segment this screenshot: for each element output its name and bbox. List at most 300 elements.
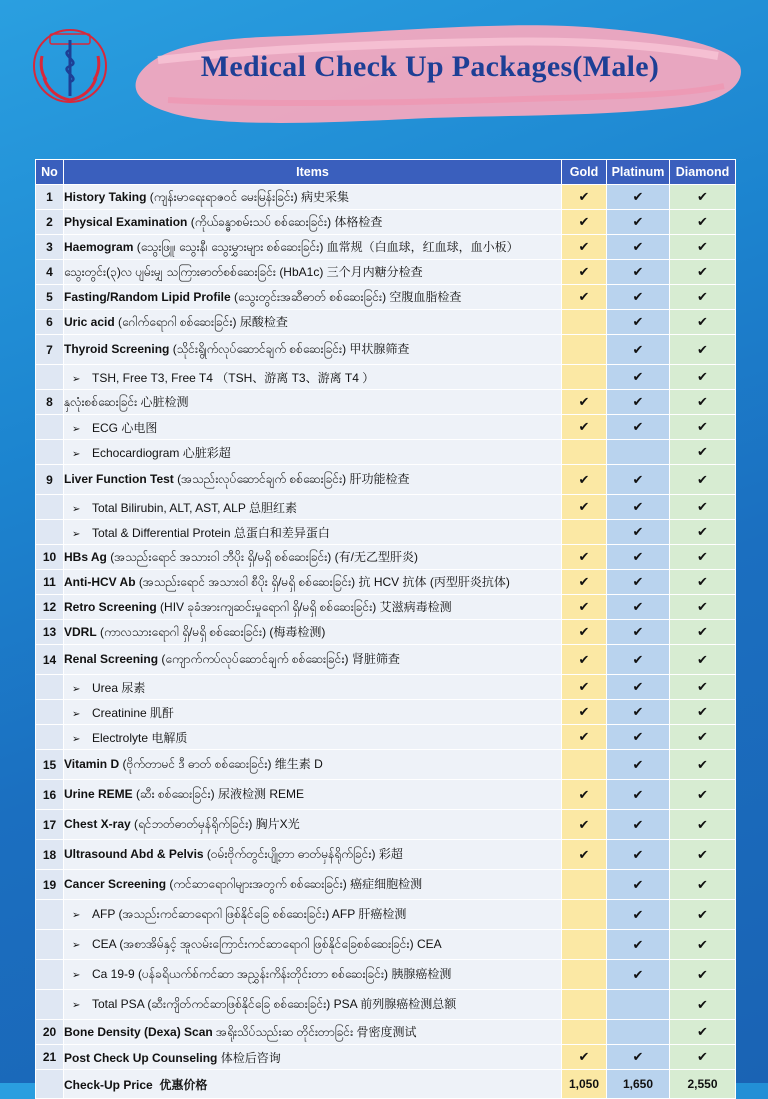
checkmark-icon: ✔ [578,624,590,639]
cell-gold [562,645,607,675]
checkmark-icon: ✔ [632,906,644,922]
item-description: Urea 尿素 [92,680,146,695]
item-name-en: Fasting/Random Lipid Profile [64,289,231,304]
item-name-en: Post Check Up Counseling [64,1050,218,1065]
price-label-en: Check-Up Price [64,1077,153,1092]
table-row [36,310,736,335]
checkmark-icon: ✔ [632,369,644,384]
item-description: ECG 心电图 [92,420,158,435]
checkmark-icon: ✔ [632,419,644,434]
cell-platinum [607,1020,670,1045]
col-header-platinum: Platinum [607,160,670,185]
cell-platinum [607,780,670,810]
table-row [36,700,736,725]
item-description: CEA (အစာအိမ်နှင့် အူလမ်းကြောင်းကင်ဆာရောဂါ ဖြစ်နိုင်ခြေစစ်ဆေးခြင်း) CEA [92,936,442,951]
checkmark-icon: ✔ [632,314,644,329]
sub-item-arrow-icon: ➢ [72,373,81,385]
col-header-gold: Gold [562,160,607,185]
checkmark-icon: ✔ [697,239,708,254]
cell-gold [562,1045,607,1070]
item-description: AFP (အသည်းကင်ဆာရောဂါ ဖြစ်နိုင်ခြေ စစ်ဆေးခြင်း) AFP 肝癌检测 [92,907,407,921]
checkmark-icon: ✔ [578,499,590,514]
row-item [64,465,562,495]
packages-table [35,159,736,1099]
cell-gold [562,700,607,725]
row-item [64,990,562,1020]
cell-gold [562,260,607,285]
cell-diamond [670,870,736,900]
cell-gold [562,900,607,930]
cell-platinum [607,960,670,990]
row-item [64,570,562,595]
table-row [36,595,736,620]
row-item [64,810,562,840]
cell-platinum [607,390,670,415]
item-name-en: Thyroid Screening [64,342,170,356]
table-row [36,645,736,675]
row-item [64,335,562,365]
item-description: (အသည်းလုပ်ဆောင်ချက် စစ်ဆေးခြင်း) 肝功能检查 [173,472,410,486]
row-item [64,185,562,210]
checkmark-icon: ✔ [697,214,708,229]
checkmark-icon: ✔ [697,786,708,802]
sub-item-arrow-icon: ➢ [72,733,81,745]
row-item [64,700,562,725]
col-header-items: Items [64,160,562,185]
cell-diamond [670,930,736,960]
item-name-en: Liver Function Test [64,472,174,486]
checkmark-icon: ✔ [697,419,708,434]
cell-platinum [607,310,670,335]
cell-diamond [670,595,736,620]
cell-platinum [607,260,670,285]
row-number: 1 [36,185,64,210]
row-number: 13 [36,620,64,645]
cell-diamond [670,545,736,570]
cell-platinum [607,725,670,750]
row-number [36,495,64,520]
item-description: (အသည်းရောင် အသားဝါ စီပိုး ရှိ/မရှိ စစ်ဆေးခြင်း) 抗 HCV 抗体 (丙型肝炎抗体) [135,574,510,589]
price-label-cn: 优惠价格 [159,1077,208,1092]
table-row [36,990,736,1020]
table-row [36,1020,736,1045]
checkmark-icon: ✔ [697,1024,708,1039]
cell-gold [562,390,607,415]
row-number [36,700,64,725]
checkmark-icon: ✔ [697,679,708,694]
checkmark-icon: ✔ [632,189,644,204]
row-number: 19 [36,870,64,900]
checkmark-icon: ✔ [632,679,644,694]
cell-platinum [607,900,670,930]
table-row [36,185,736,210]
cell-diamond [670,725,736,750]
checkmark-icon: ✔ [697,369,708,384]
item-name-en: Haemogram [64,239,134,254]
checkmark-icon: ✔ [632,471,644,487]
row-item [64,930,562,960]
checkmark-icon: ✔ [632,341,644,357]
cell-platinum [607,415,670,440]
table-row [36,570,736,595]
row-number: 17 [36,810,64,840]
checkmark-icon: ✔ [578,289,590,304]
checkmark-icon: ✔ [697,936,708,952]
medical-logo-icon [30,26,110,106]
row-item [64,1045,562,1070]
row-item [64,545,562,570]
row-number: 3 [36,235,64,260]
cell-diamond [670,750,736,780]
cell-platinum [607,185,670,210]
checkmark-icon: ✔ [632,651,644,667]
checkmark-icon: ✔ [578,816,590,832]
cell-gold [562,545,607,570]
cell-gold [562,620,607,645]
table-row [36,810,736,840]
checkmark-icon: ✔ [632,394,644,409]
checkmark-icon: ✔ [632,549,644,564]
item-name-en: Chest X-ray [64,817,131,831]
cell-diamond [670,620,736,645]
row-item [64,310,562,335]
row-item [64,900,562,930]
row-number [36,365,64,390]
checkmark-icon: ✔ [632,524,644,539]
item-description: (အသည်းရောင် အသားဝါ ဘီပိုး ရှိ/မရှိ စစ်ဆေးခြင်း) (有/无乙型肝炎) [106,549,418,564]
table-row [36,495,736,520]
table-row [36,390,736,415]
item-name-en: VDRL [64,624,97,639]
row-item [64,260,562,285]
table-row [36,440,736,465]
table-row [36,210,736,235]
checkmark-icon: ✔ [697,996,708,1012]
item-description: (ကိုယ်ခန္ဓာစမ်းသပ် စစ်ဆေးခြင်း) 体格检查 [187,214,383,229]
row-number: 15 [36,750,64,780]
item-name-en: Ultrasound Abd & Pelvis [64,847,204,861]
cell-gold [562,285,607,310]
checkmark-icon: ✔ [632,214,644,229]
item-name-en: Anti-HCV Ab [64,574,136,589]
item-description: (သိုင်းရွိုက်လုပ်ဆောင်ချက် စစ်ဆေးခြင်း) 甲状腺筛查 [169,342,410,356]
checkmark-icon: ✔ [578,264,590,279]
item-description: (ကျန်းမာရေးရာဇဝင် မေးမြန်းခြင်း) 病史采集 [146,189,349,204]
cell-platinum [607,750,670,780]
table-row [36,545,736,570]
checkmark-icon: ✔ [697,729,708,744]
cell-platinum [607,840,670,870]
item-description: Total PSA (ဆီးကျိတ်ကင်ဆာဖြစ်နိုင်ခြေ စစ်ဆေးခြင်း) PSA 前列腺癌检测总额 [92,997,457,1011]
cell-platinum [607,465,670,495]
table-body [36,185,736,1070]
table-row [36,750,736,780]
cell-gold [562,335,607,365]
item-description: Electrolyte 电解质 [92,730,188,745]
row-item [64,675,562,700]
table-row [36,780,736,810]
checkmark-icon: ✔ [578,679,590,694]
checkmark-icon: ✔ [697,906,708,922]
item-description: (ဗိုက်တာမင် ဒီ ဓာတ် စစ်ဆေးခြင်း) 维生素 D [119,757,323,771]
row-item [64,620,562,645]
checkmark-icon: ✔ [578,786,590,802]
cell-platinum [607,870,670,900]
item-description: (ကင်ဆာရောဂါများအတွက် စစ်ဆေးခြင်း) 癌症细胞检测 [166,877,423,891]
cell-diamond [670,570,736,595]
row-number: 2 [36,210,64,235]
row-item [64,415,562,440]
table-row [36,335,736,365]
table-row [36,870,736,900]
row-item [64,495,562,520]
cell-platinum [607,620,670,645]
checkmark-icon: ✔ [697,524,708,539]
cell-gold [562,210,607,235]
checkmark-icon: ✔ [697,704,708,719]
table-row [36,465,736,495]
table-row [36,415,736,440]
sub-item-arrow-icon: ➢ [72,683,81,695]
cell-gold [562,235,607,260]
item-description: (ကျောက်ကပ်လုပ်ဆောင်ချက် စစ်ဆေးခြင်း) 肾脏筛查 [158,652,400,666]
cell-gold [562,725,607,750]
cell-diamond [670,810,736,840]
item-name-en: HBs Ag [64,549,107,564]
item-name-en: Vitamin D [64,757,120,771]
row-number: 8 [36,390,64,415]
row-item [64,780,562,810]
table-row [36,235,736,260]
cell-diamond [670,520,736,545]
checkmark-icon: ✔ [697,264,708,279]
cell-gold [562,750,607,780]
sub-item-arrow-icon: ➢ [72,970,81,981]
checkmark-icon: ✔ [632,499,644,514]
cell-diamond [670,990,736,1020]
cell-platinum [607,520,670,545]
item-description: (ဆီး စစ်ဆေးခြင်း) 尿液检测 REME [132,787,304,801]
cell-diamond [670,960,736,990]
cell-diamond [670,335,736,365]
cell-gold [562,595,607,620]
cell-diamond [670,285,736,310]
row-number [36,415,64,440]
item-description: (ဝမ်းဗိုက်တွင်းပျို့တာ ဓာတ်မှန်ရိုက်ခြင်း) 彩超 [203,847,403,861]
item-description: Total Bilirubin, ALT, AST, ALP 总胆红素 [92,500,297,515]
row-number: 21 [36,1045,64,1070]
cell-diamond [670,465,736,495]
item-name-en: Bone Density (Dexa) Scan [64,1024,213,1039]
row-item [64,870,562,900]
checkmark-icon: ✔ [632,756,644,772]
checkmark-icon: ✔ [632,599,644,614]
row-number: 16 [36,780,64,810]
sub-item-arrow-icon: ➢ [72,423,81,435]
checkmark-icon: ✔ [632,846,644,862]
checkmark-icon: ✔ [578,729,590,744]
cell-diamond [670,390,736,415]
checkmark-icon: ✔ [578,239,590,254]
cell-diamond [670,210,736,235]
checkmark-icon: ✔ [578,574,590,589]
cell-gold [562,440,607,465]
row-number [36,520,64,545]
checkmark-icon: ✔ [697,876,708,892]
item-name-en: Urine REME [64,787,133,801]
row-item [64,1020,562,1045]
checkmark-icon: ✔ [632,624,644,639]
cell-gold [562,960,607,990]
table-row [36,725,736,750]
row-number: 14 [36,645,64,675]
cell-platinum [607,545,670,570]
checkmark-icon: ✔ [697,599,708,614]
cell-platinum [607,1045,670,1070]
checkmark-icon: ✔ [632,786,644,802]
row-number: 20 [36,1020,64,1045]
checkmark-icon: ✔ [697,549,708,564]
cell-diamond [670,365,736,390]
checkmark-icon: ✔ [578,394,590,409]
cell-platinum [607,365,670,390]
checkmark-icon: ✔ [697,574,708,589]
item-description: (ကာလသားရောဂါ ရှိ/မရှိ စစ်ဆေးခြင်း) (梅毒检测) [96,624,326,639]
checkmark-icon: ✔ [578,471,590,487]
table-row [36,900,736,930]
checkmark-icon: ✔ [578,214,590,229]
cell-gold [562,675,607,700]
cell-platinum [607,700,670,725]
row-number [36,930,64,960]
row-number [36,725,64,750]
price-gold: 1,050 [562,1070,607,1099]
row-item [64,235,562,260]
checkmark-icon: ✔ [578,599,590,614]
item-description: 体检后咨询 [217,1050,281,1065]
checkmark-icon: ✔ [632,574,644,589]
row-number: 4 [36,260,64,285]
checkmark-icon: ✔ [632,264,644,279]
cell-diamond [670,840,736,870]
cell-platinum [607,440,670,465]
table-row [36,930,736,960]
checkmark-icon: ✔ [697,444,708,459]
row-number: 5 [36,285,64,310]
row-number [36,960,64,990]
cell-diamond [670,185,736,210]
sub-item-arrow-icon: ➢ [72,503,81,515]
cell-platinum [607,595,670,620]
checkmark-icon: ✔ [697,341,708,357]
row-item [64,210,562,235]
item-description: အရိုးသိပ်သည်းဆ တိုင်းတာခြင်း 骨密度测试 [212,1024,417,1039]
cell-platinum [607,645,670,675]
cell-gold [562,930,607,960]
item-description: Creatinine 肌酐 [92,705,175,720]
cell-diamond [670,235,736,260]
cell-platinum [607,285,670,310]
checkmark-icon: ✔ [632,936,644,952]
table-row [36,620,736,645]
cell-gold [562,1020,607,1045]
item-description: (သွေးဖြူ၊ သွေးနီ၊ သွေးမွှားများ စစ်ဆေးခြင်း) 血常规（白血球，红血球，血小板） [133,239,519,254]
item-name-en: Renal Screening [64,652,159,666]
checkmark-icon: ✔ [578,419,590,434]
checkmark-icon: ✔ [578,704,590,719]
cell-gold [562,810,607,840]
cell-diamond [670,1020,736,1045]
checkmark-icon: ✔ [578,1049,590,1064]
checkmark-icon: ✔ [697,756,708,772]
checkmark-icon: ✔ [697,1049,708,1064]
cell-diamond [670,260,736,285]
table-row [36,840,736,870]
table-row [36,365,736,390]
cell-gold [562,310,607,335]
cell-diamond [670,675,736,700]
cell-gold [562,365,607,390]
cell-platinum [607,990,670,1020]
checkmark-icon: ✔ [697,471,708,487]
row-number [36,440,64,465]
row-item [64,725,562,750]
cell-diamond [670,645,736,675]
cell-platinum [607,210,670,235]
cell-diamond [670,495,736,520]
sub-item-arrow-icon: ➢ [72,910,81,921]
row-number: 6 [36,310,64,335]
item-description: (HIV ခုခံအားကျဆင်းမှုရောဂါ ရှိ/မရှိ စစ်ဆေးခြင်း) 艾滋病毒检测 [156,599,452,614]
sub-item-arrow-icon: ➢ [72,448,81,460]
page-title: Medical Check Up Packages(Male) [200,50,660,83]
cell-diamond [670,415,736,440]
checkmark-icon: ✔ [697,189,708,204]
cell-gold [562,495,607,520]
checkmark-icon: ✔ [697,651,708,667]
row-number: 12 [36,595,64,620]
cell-platinum [607,570,670,595]
row-item [64,285,562,310]
checkmark-icon: ✔ [697,499,708,514]
cell-gold [562,415,607,440]
checkmark-icon: ✔ [697,846,708,862]
sub-item-arrow-icon: ➢ [72,528,81,540]
table-row [36,285,736,310]
row-number: 18 [36,840,64,870]
item-name-en: History Taking [64,189,147,204]
checkmark-icon: ✔ [578,651,590,667]
checkmark-icon: ✔ [578,189,590,204]
cell-gold [562,780,607,810]
checkmark-icon: ✔ [578,549,590,564]
table-row [36,520,736,545]
checkmark-icon: ✔ [632,729,644,744]
table-header-row [36,160,736,185]
item-description: Ca 19-9 (ပန်ခရိယက်စ်ကင်ဆာ အညွှန်းကိန်းတိုင်းတာ စစ်ဆေးခြင်း) 胰腺癌检测 [92,967,452,981]
row-item [64,595,562,620]
cell-diamond [670,780,736,810]
item-name-en: Cancer Screening [64,877,167,891]
cell-diamond [670,700,736,725]
checkmark-icon: ✔ [632,816,644,832]
item-description: Echocardiogram 心脏彩超 [92,445,231,460]
row-item [64,750,562,780]
cell-gold [562,990,607,1020]
cell-platinum [607,235,670,260]
row-number [36,900,64,930]
row-number: 7 [36,335,64,365]
